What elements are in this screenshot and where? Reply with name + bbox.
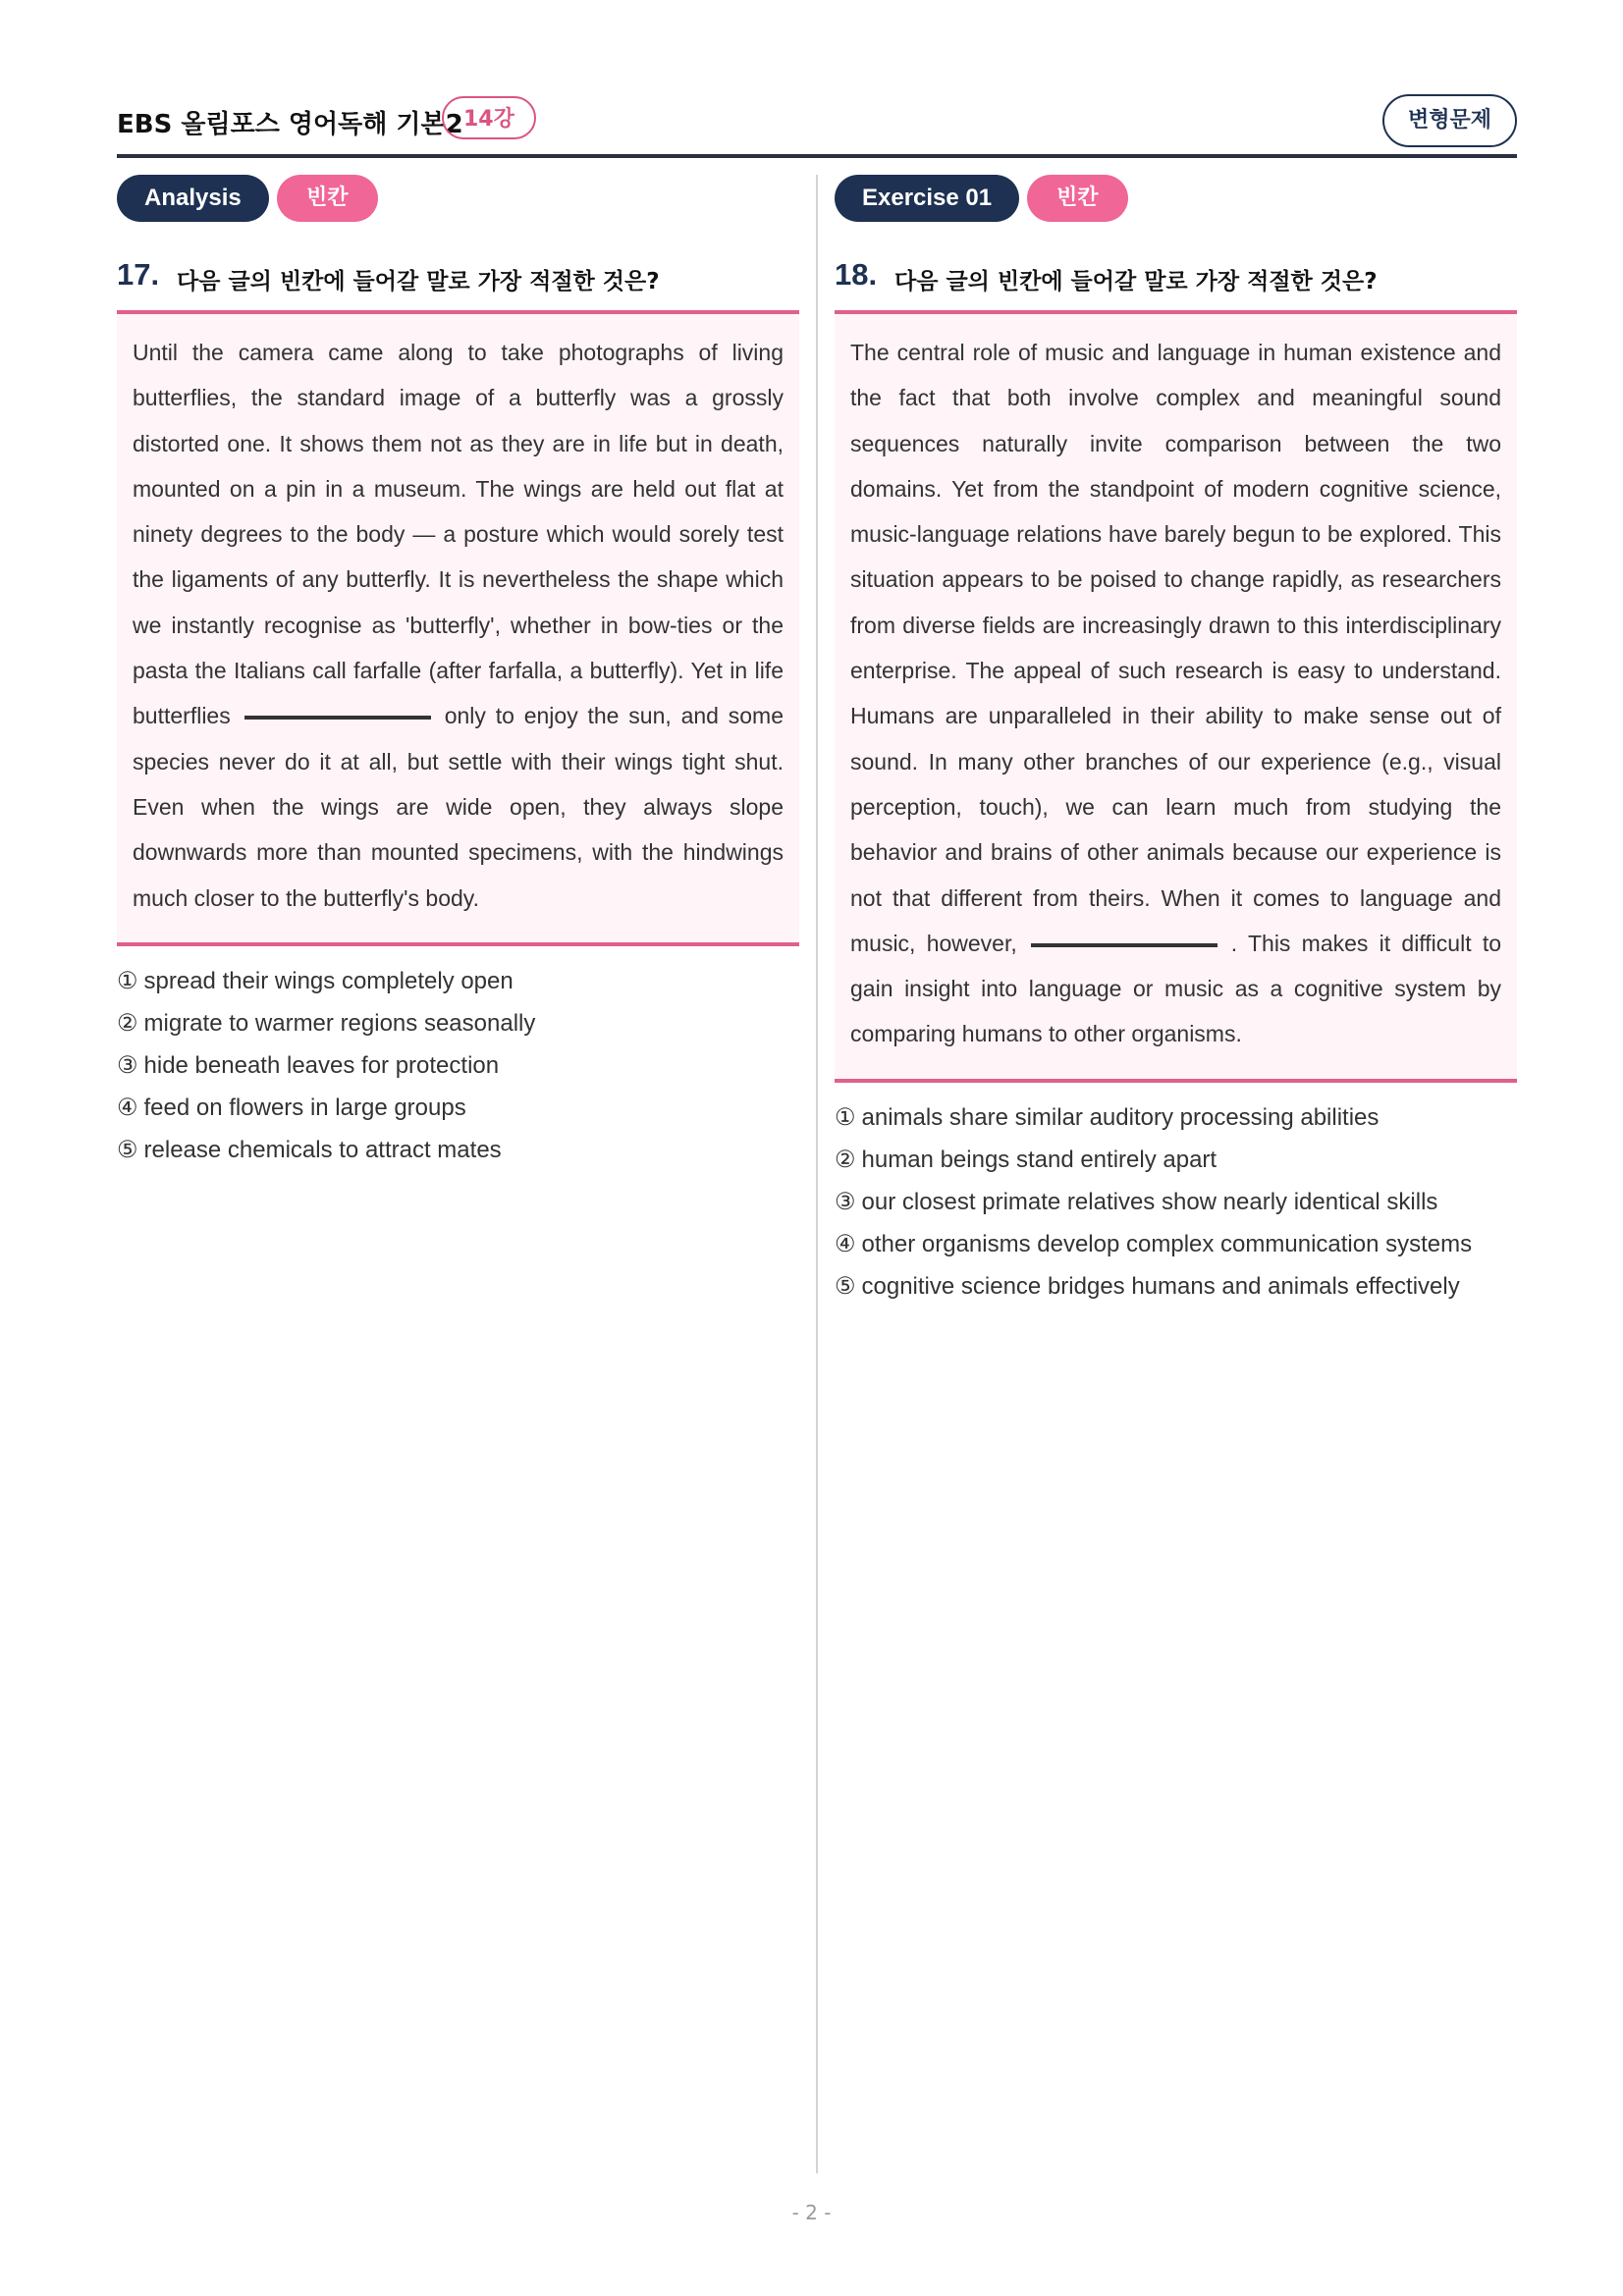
- tag-row: [835, 175, 1517, 222]
- option-item[interactable]: [117, 1002, 799, 1044]
- option-number: ④: [835, 1230, 856, 1257]
- lesson-badge: 14강: [442, 96, 536, 139]
- option-item[interactable]: [117, 1129, 799, 1171]
- question-prompt: 다음 글의 빈칸에 들어갈 말로 가장 적절한 것은?: [894, 269, 1378, 294]
- option-item[interactable]: [835, 1096, 1517, 1139]
- option-number: ④: [117, 1094, 138, 1121]
- variant-badge: 변형문제: [1382, 94, 1517, 147]
- option-item[interactable]: [835, 1223, 1517, 1265]
- option-text: human beings stand entirely apart: [861, 1146, 1217, 1173]
- passage-before-blank: The central role of music and language in human existence and the fact that both involve complex and meaningful sound sequences naturally invite comparison between the two domains. Yet from the standpoint of modern cognitive science, music-language relations have barely begun to be explored. This situation appears to be poised to change rapidly, as researchers from diverse fields are increasingly drawn to this interdisciplinary enterprise. The appeal of such research is easy to understand. Humans are unparalleled in their ability to make sense out of sound. In many other branches of our experience (e.g., visual perception, touch), we can learn much from studying the behavior and brains of other animals because our experience is not that different from theirs. When it comes to language and music, however,: [850, 340, 1501, 956]
- type-tag: 빈칸: [277, 175, 378, 222]
- column-divider: [816, 175, 818, 2173]
- tag-row: [117, 175, 799, 222]
- option-text: animals share similar auditory processing abilities: [861, 1103, 1380, 1131]
- option-item[interactable]: [117, 960, 799, 1002]
- question-number: 17.: [117, 257, 160, 292]
- answer-options: [835, 1096, 1517, 1308]
- option-number: ⑤: [117, 1136, 138, 1163]
- option-item[interactable]: [117, 1044, 799, 1087]
- passage-box: [117, 310, 799, 946]
- option-item[interactable]: [835, 1265, 1517, 1308]
- header-divider: [117, 154, 1517, 158]
- option-text: other organisms develop complex communication systems: [861, 1230, 1473, 1257]
- option-number: ①: [835, 1103, 856, 1131]
- passage-before-blank: Until the camera came along to take photographs of living butterflies, the standard image of a butterfly was a grossly distorted one. It shows them not as they are in life but in death, mounted on a pin in a museum. The wings are held out flat at ninety degrees to the body — a posture which would sorely test the ligaments of any butterfly. It is nevertheless the shape which we instantly recognise as 'butterfly', whether in bow-ties or the pasta the Italians call farfalle (after farfalla, a butterfly). Yet in life butterflies: [133, 340, 784, 729]
- option-number: ③: [835, 1188, 856, 1215]
- option-number: ②: [117, 1009, 138, 1037]
- book-title: EBS 올림포스 영어독해 기본2: [117, 110, 463, 139]
- option-item[interactable]: [835, 1139, 1517, 1181]
- answer-options: [117, 960, 799, 1171]
- option-number: ①: [117, 967, 138, 994]
- passage-box: [835, 310, 1517, 1083]
- passage-after-blank: . This makes it difficult to gain insight into language or music as a cognitive system by comparing humans to other organisms.: [850, 930, 1502, 1047]
- passage-text: [133, 330, 784, 921]
- option-number: ③: [117, 1051, 138, 1079]
- page-number: - 2 -: [791, 2201, 832, 2224]
- type-tag: 빈칸: [1027, 175, 1128, 222]
- question-number: 18.: [835, 257, 878, 292]
- option-text: spread their wings completely open: [143, 967, 514, 994]
- answer-blank: [244, 716, 431, 720]
- option-number: ⑤: [835, 1272, 856, 1300]
- option-text: hide beneath leaves for protection: [143, 1051, 500, 1079]
- option-number: ②: [835, 1146, 856, 1173]
- option-text: feed on flowers in large groups: [143, 1094, 466, 1121]
- question-header: [117, 259, 799, 298]
- section-tag: Exercise 01: [835, 175, 1019, 222]
- passage-after-blank: only to enjoy the sun, and some species never do it at all, but settle with their wings tight shut. Even when the wings are wide open, they always slope downwards more than mounted specimens, with the hindwings much closer to the butterfly's body.: [133, 703, 784, 911]
- passage-text: [850, 330, 1501, 1057]
- question-header: [835, 259, 1517, 298]
- option-text: our closest primate relatives show nearly identical skills: [861, 1188, 1438, 1215]
- option-item[interactable]: [835, 1181, 1517, 1223]
- option-item[interactable]: [117, 1087, 799, 1129]
- right-column: [835, 175, 1517, 1308]
- option-text: release chemicals to attract mates: [143, 1136, 502, 1163]
- left-column: [117, 175, 799, 1171]
- option-text: cognitive science bridges humans and animals effectively: [861, 1272, 1460, 1300]
- answer-blank: [1031, 943, 1217, 947]
- option-text: migrate to warmer regions seasonally: [143, 1009, 536, 1037]
- page-header: [117, 94, 1517, 157]
- section-tag: Analysis: [117, 175, 269, 222]
- question-prompt: 다음 글의 빈칸에 들어갈 말로 가장 적절한 것은?: [177, 269, 660, 294]
